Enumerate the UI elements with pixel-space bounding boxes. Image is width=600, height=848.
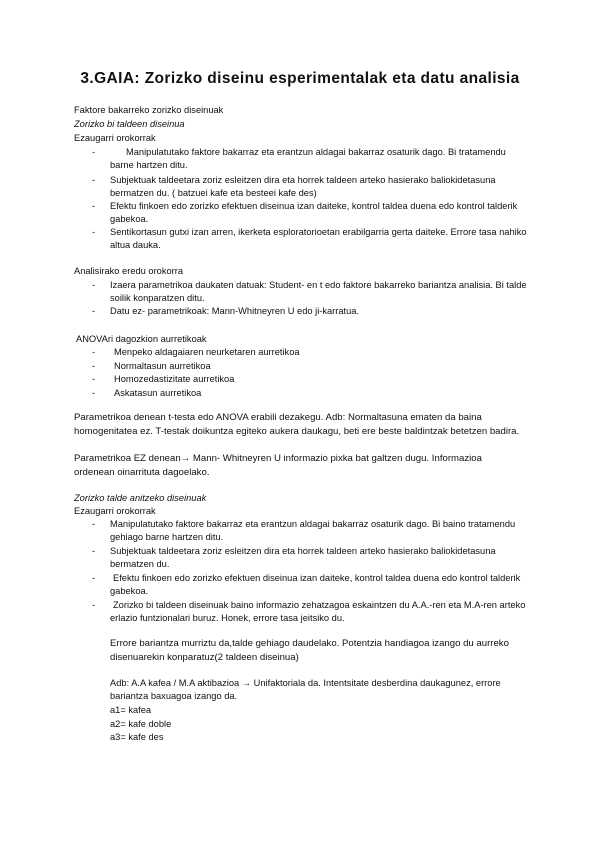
list-item-text: Askatasun aurretikoa (114, 388, 202, 398)
section-heading: Faktore bakarreko zorizko diseinuak (74, 105, 224, 115)
list-item-text: Zorizko bi taldeen diseinuak baino informazio zehatzagoa eskaintzen du A.A.-ren eta M.A-ren arteko erlazio funtzionalari buruz. Honek, errore tasa jeitsiko du. (110, 600, 526, 623)
list-item-text: Homozedastizitate aurretikoa (114, 374, 235, 384)
list-item-text: Menpeko aldagaiaren neurketaren aurretikoa (114, 347, 300, 357)
bullet-dash: - (92, 147, 96, 157)
bullet-dash: - (92, 519, 96, 529)
anova-assumptions-label: ANOVAri dagozkion aurretikoak (76, 334, 207, 344)
bullet-dash: - (92, 573, 96, 583)
page-title: 3.GAIA: Zorizko diseinu esperimentalak eta datu analisia (80, 70, 520, 87)
list-item-text: Datu ez- parametrikoak: Mann-Whitneyren U edo ji-karratua. (110, 306, 360, 316)
parametric-paragraph: Parametrikoa denean t-testa edo ANOVA erabili dezakegu. Adb: Normaltasuna ematen da baina homogenitatea ez. T-testak doikuntza egiteko aukera daukagu, beti ere beste baldintzak betetzen badira. (74, 412, 520, 437)
list-item-text: Izaera parametrikoa daukaten datuak: Student- en t edo faktore bakarreko bariantza analisia. Bi talde soilik konparatzen ditu. (110, 280, 527, 303)
bullet-dash: - (92, 546, 96, 556)
non-parametric-paragraph: Parametrikoa EZ denean→ Mann- Whitneyren U informazio pixka bat galtzen dugu. Informazioa ordenean oinarrituta dagoelako. (74, 453, 482, 478)
bullet-dash: - (92, 374, 96, 384)
list-item-text: Efektu finkoen edo zorizko efektuen diseinua izan daiteke, kontrol taldea duena edo kontrol talderik gabekoa. (110, 573, 521, 596)
list-item-text: Sentikortasun gutxi izan arren, ikerketa esploratorioetan erabilgarria gerta daiteke. Errore tasa nahiko altua dauka. (110, 227, 527, 250)
bullet-dash: - (92, 280, 96, 290)
bullet-dash: - (92, 306, 96, 316)
section-subheading: Zorizko bi taldeen diseinua (74, 119, 185, 129)
list-item-text: Manipulatutako faktore bakarraz eta erantzun aldagai bakarraz osaturik dago. Bi tratamendu barne hartzen ditu. (110, 147, 506, 170)
general-features-label: Ezaugarri orokorrak (74, 133, 156, 143)
list-item-text: Manipulatutako faktore bakarraz eta erantzun aldagai bakarraz osaturik dago. Bi baino tratamendu gehiago barne hartzen ditu. (110, 519, 516, 542)
level-item: a1= kafea (110, 705, 152, 715)
bullet-dash: - (92, 347, 96, 357)
list-item-text: Normaltasun aurretikoa (114, 361, 211, 371)
bullet-dash: - (92, 201, 96, 211)
bullet-dash: - (92, 175, 96, 185)
section-subheading: Zorizko talde anitzeko diseinuak (74, 493, 207, 503)
list-item-text: Subjektuak taldeetara zoriz esleitzen dira eta horrek taldeen arteko hasierako baliokidetasuna bermatzen du. ( batzuei kafe eta besteei kafe des) (110, 175, 496, 198)
bullet-dash: - (92, 361, 96, 371)
level-item: a2= kafe doble (110, 719, 172, 729)
bullet-dash: - (92, 600, 96, 610)
error-variance-note: Errore bariantza murriztu da,talde gehiago daudelako. Potentzia handiagoa izango du aurreko disenuarekin konparatuz(2 taldeen diseinua) (110, 638, 509, 663)
bullet-dash: - (92, 227, 96, 237)
general-features-label: Ezaugarri orokorrak (74, 506, 156, 516)
analysis-model-label: Analisirako eredu orokorra (74, 266, 184, 276)
list-item-text: Efektu finkoen edo zorizko efektuen diseinua izan daiteke, kontrol taldea duena edo kontrol talderik gabekoa. (110, 201, 518, 224)
list-item-text: Subjektuak taldeetara zoriz esleitzen dira eta horrek taldeen arteko hasierako baliokidetasuna bermatzen du. (110, 546, 496, 569)
example-paragraph: Adb: A.A kafea / M.A aktibazioa → Unifaktoriala da. Intentsitate desberdina daukagunez, errore bariantza baxuagoa izango da. (110, 678, 501, 701)
bullet-dash: - (92, 388, 96, 398)
level-item: a3= kafe des (110, 732, 164, 742)
